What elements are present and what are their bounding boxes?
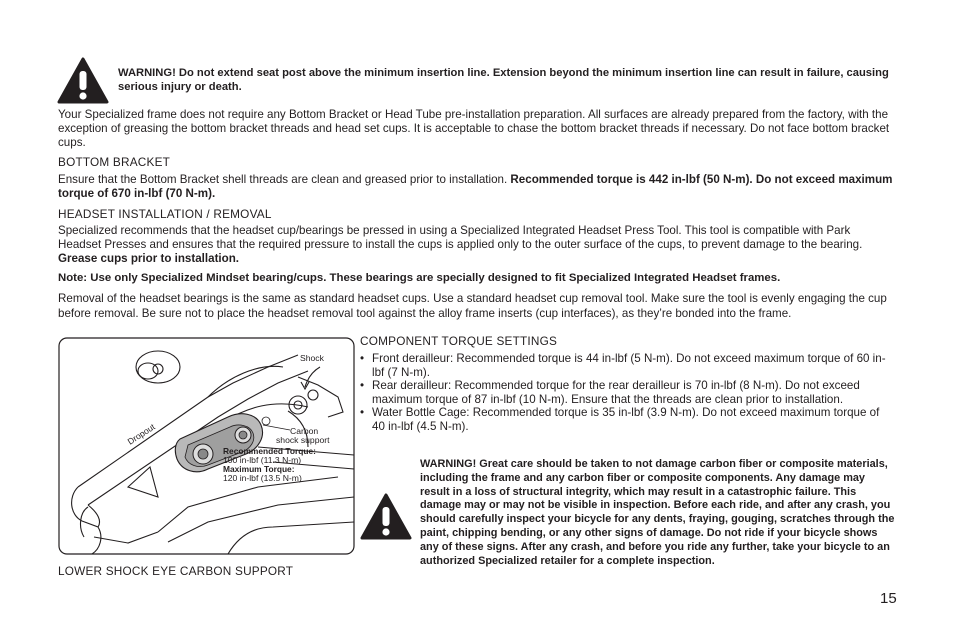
label-carbon-2: shock support xyxy=(276,435,330,445)
warning-icon xyxy=(360,493,412,540)
warning-carbon: WARNING! Great care should be taken to not damage carbon fiber or composite materials, including the frame and any carbon fiber or composite components. Any damage may result in a loss of structural integrity, which may result in a catastrophic failure. This damage may or may not be visible in inspection. Before each ride, and after any crash, you should carefully inspect your bicycle for any dents, fraying, gouging, scratches through the paint, chipping bending, or any other signs of damage. Do not ride if your bicycle shows any of these signs. After any crash, and before you ride any further, take your bicycle to an authorized Specialized retailer for a complete inspection. xyxy=(420,458,895,567)
label-maximum-value: 120 in-lbf (13.5 N-m) xyxy=(223,473,302,483)
torque-item-rear-derailleur: • Rear derailleur: Recommended torque for the rear derailleur is 70 in-lbf (8 N-m). Do not exceed maximum torque of 87 in-lbf (10 N-m). Ensure that the threads are clean prior to installation. xyxy=(360,379,890,406)
headset-grease: Grease cups prior to installation. xyxy=(58,252,240,265)
headset-paragraph xyxy=(58,224,894,266)
headset-text: Specialized recommends that the headset cup/bearings be pressed in using a Specialized Integrated Headset Press Tool. This tool is compatible with Park Headset Presses and ensures that the required pressure to install the cups is applied only to the outer surface of the cups, to prevent damage to the bearing. xyxy=(58,224,863,251)
bottom-bracket-torque: Recommended torque is 442 in-lbf (50 N-m). Do not exceed maximum torque of 670 in-lbf (70 N-m). xyxy=(58,173,893,200)
warning-icon xyxy=(57,57,109,104)
label-recommended-torque: Recommended Torque: xyxy=(223,446,316,456)
headset-removal: Removal of the headset bearings is the same as standard headset cups. Use a standard headset cup removal tool. Make sure the tool is evenly engaging the cup before removal. Be sure not to place the headset removal tool against the alloy frame inserts (cup interfaces), as they’re bonded into the frame. xyxy=(58,292,887,320)
torque-item-front-derailleur: • Front derailleur: Recommended torque is 44 in-lbf (5 N-m). Do not exceed maximum torque of 60 in-lbf (7 N-m). xyxy=(360,352,890,379)
figure-caption: LOWER SHOCK EYE CARBON SUPPORT xyxy=(58,564,294,578)
headset-note: Note: Use only Specialized Mindset bearing/cups. These bearings are specially designed to fit Specialized Integrated Headset frames. xyxy=(58,272,781,284)
label-shock: Shock xyxy=(300,353,324,363)
bottom-bracket-heading: BOTTOM BRACKET xyxy=(58,155,171,169)
bottom-bracket-text: Ensure that the Bottom Bracket shell threads are clean and greased prior to installation. xyxy=(58,173,511,186)
bottom-bracket-paragraph xyxy=(58,173,894,201)
warning-seat-post: WARNING! Do not extend seat post above the minimum insertion line. Extension beyond the minimum insertion line can result in failure, causing serious injury or death. xyxy=(118,67,889,93)
headset-heading: HEADSET INSTALLATION / REMOVAL xyxy=(58,207,272,221)
intro-paragraph: Your Specialized frame does not require any Bottom Bracket or Head Tube pre-installation preparation. All surfaces are already prepared from the factory, with the exception of greasing the bottom bracket threads and head set cups. It is acceptable to chase the bottom bracket threads if necessary. Do not face bottom bracket cups. xyxy=(58,108,890,149)
component-torque-heading: COMPONENT TORQUE SETTINGS xyxy=(360,334,558,348)
page-number: 15 xyxy=(880,590,897,607)
label-maximum-torque: Maximum Torque: xyxy=(223,464,295,474)
shock-support-figure xyxy=(58,337,355,555)
component-torque-list xyxy=(360,352,890,434)
label-dropout: Dropout xyxy=(125,421,157,447)
torque-item-water-bottle: • Water Bottle Cage: Recommended torque is 35 in-lbf (3.9 N-m). Do not exceed maximum torque of 40 in-lbf (4.5 N-m). xyxy=(360,406,890,433)
label-carbon-1: Carbon xyxy=(290,426,319,436)
label-recommended-value: 100 in-lbf (11.3 N-m) xyxy=(223,455,302,465)
